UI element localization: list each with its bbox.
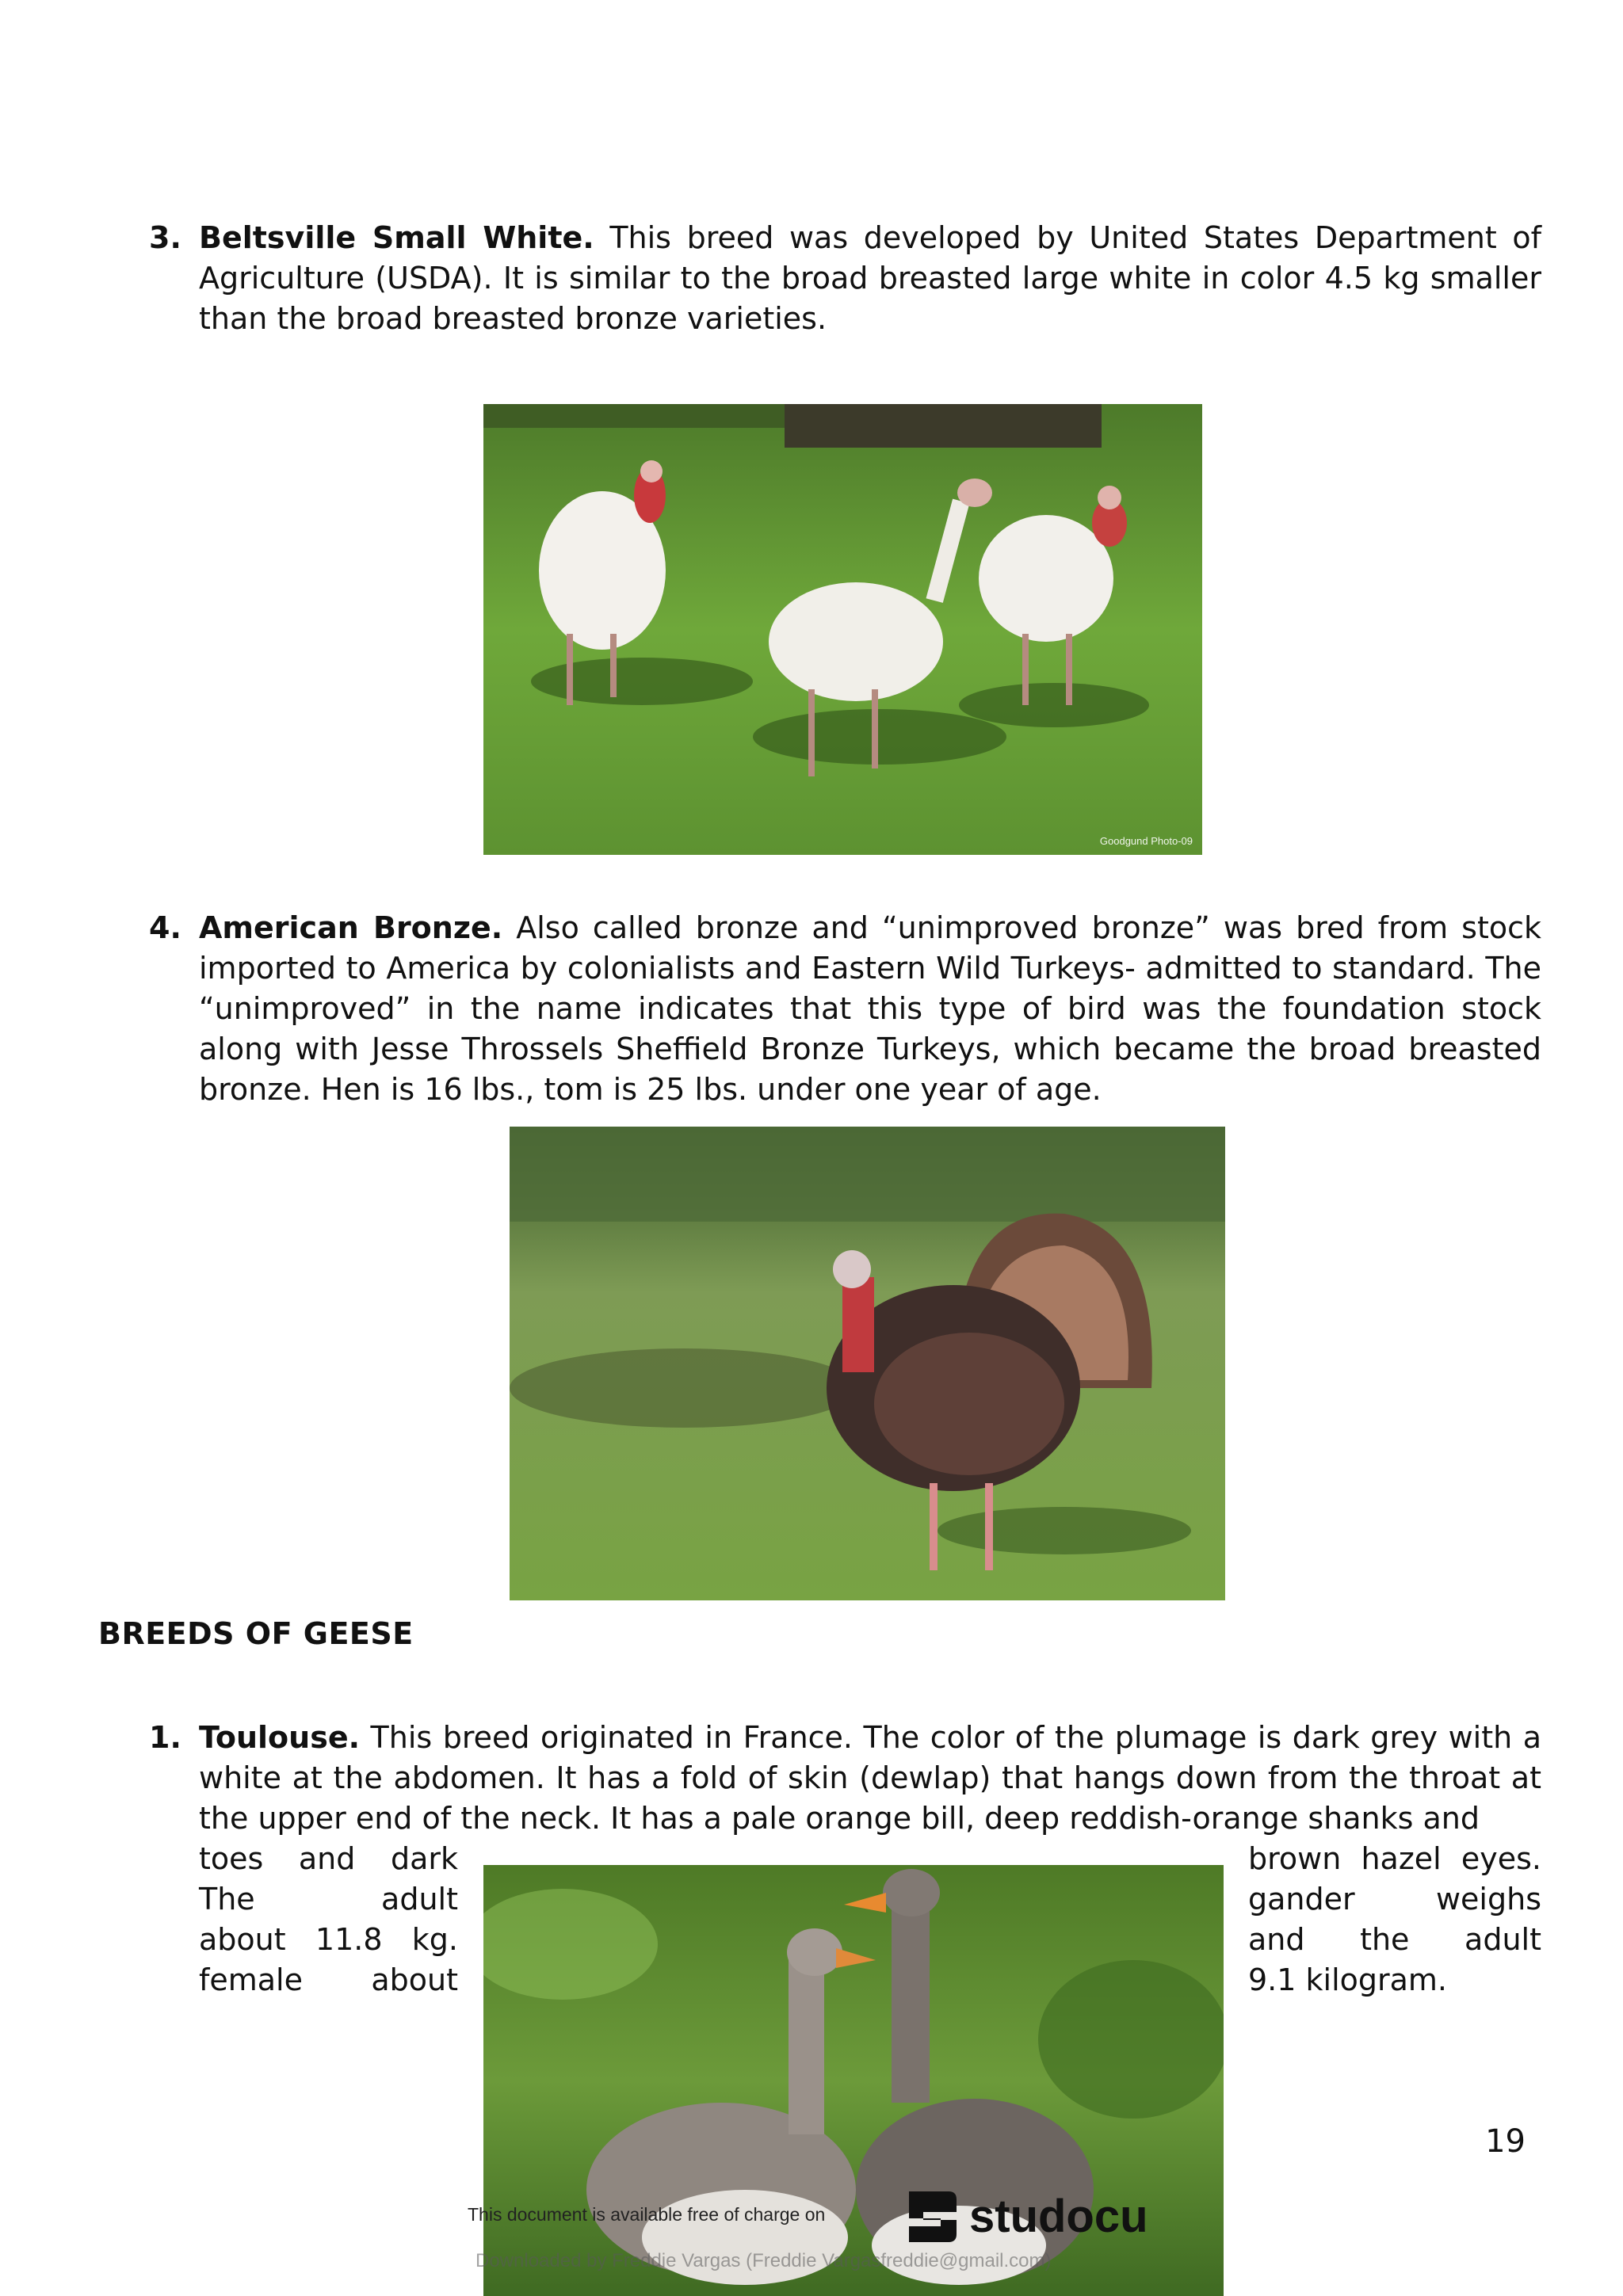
breed-name: American Bronze. (199, 910, 503, 945)
text-line: gander weighs (1248, 1882, 1541, 1917)
section-heading: BREEDS OF GEESE (98, 1616, 414, 1651)
text-line: and the adult (1248, 1922, 1541, 1957)
text-line: The adult (199, 1882, 458, 1917)
beltsville-small-white-photo (483, 404, 1202, 855)
studocu-icon (899, 2185, 961, 2247)
breed-text: This breed originated in France. The color of the plumage is dark grey with a white at the abdomen. It has a fold of skin (dewlap) that hangs down from the throat at the upper end of the neck. It has a pale orange bill, deep reddish-orange shanks and (199, 1720, 1541, 1836)
american-bronze-photo (510, 1127, 1225, 1600)
brand-name: studocu (969, 2190, 1148, 2242)
text-line: about 11.8 kg. (199, 1922, 458, 1957)
breed-text: This breed was developed by United States Department of Agriculture (USDA). It is similar to the broad breasted large white in color 4.5 kg smaller than the broad breasted bronze varieties. (199, 220, 1542, 336)
breed-description (199, 1718, 1541, 1839)
page-number: 19 (1485, 2123, 1526, 2160)
photo-watermark: Goodgund Photo-09 (1099, 835, 1193, 847)
breed-name: Toulouse. (199, 1720, 361, 1755)
list-number: 1. (149, 1720, 181, 1755)
geese-breed-item-1 (149, 1718, 1541, 1839)
text-line: brown hazel eyes. (1248, 1841, 1541, 1876)
studocu-logo[interactable] (899, 2185, 1148, 2247)
downloaded-by-notice: Downloaded by Freddie Vargas (Freddie Vargasfreddie@gmail.com) (475, 2250, 1052, 2271)
text-line: toes and dark (199, 1841, 458, 1876)
text-wrap-right (1248, 1839, 1541, 2000)
footer-note: This document is available free of charge on (468, 2204, 826, 2225)
breed-name: Beltsville Small White. (199, 220, 594, 255)
text-wrap-left (199, 1839, 458, 2000)
text-line: female about (199, 1962, 458, 1997)
breed-text: Also called bronze and “unimproved bronze” was bred from stock imported to America by colonialists and Eastern Wild Turkeys- admitted to standard. The “unimproved” in the name indicates that this type of bird was the foundation stock along with Jesse Throssels Sheffield Bronze Turkeys, which became the broad breasted bronze. Hen is 16 lbs., tom is 25 lbs. under one year of age. (199, 910, 1541, 1107)
list-number: 3. (149, 220, 181, 255)
breed-description (199, 908, 1541, 1110)
list-number: 4. (149, 910, 181, 945)
turkey-breed-item-3 (149, 218, 1541, 339)
turkey-breed-item-4 (149, 908, 1541, 1110)
breed-description (199, 218, 1541, 339)
text-line: 9.1 kilogram. (1248, 1962, 1448, 1997)
